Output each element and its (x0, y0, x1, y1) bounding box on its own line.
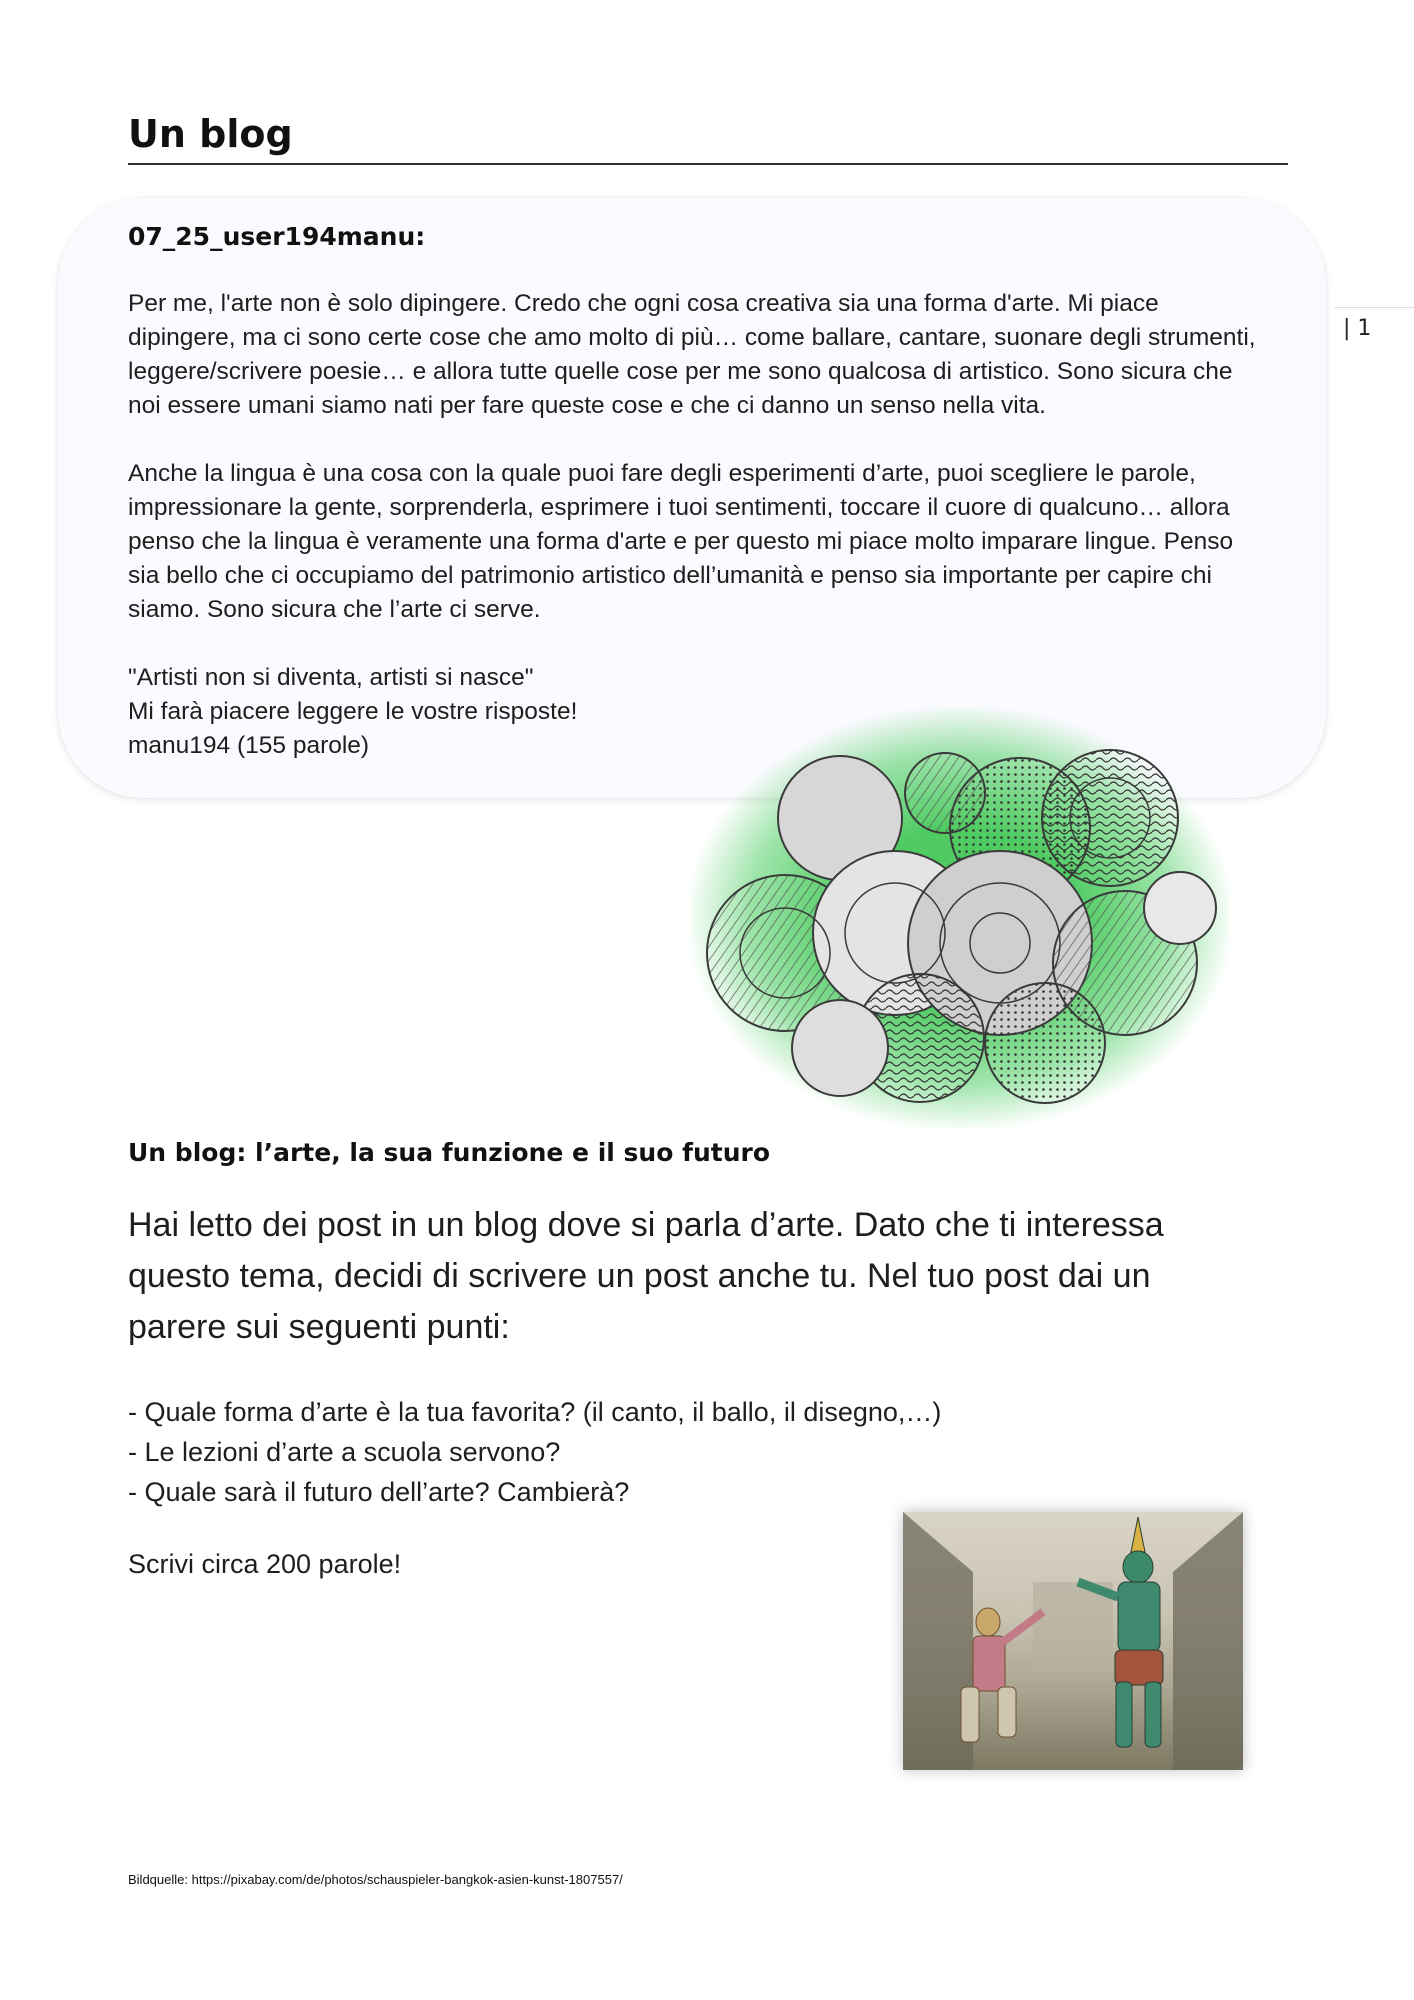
blog-paragraph: Per me, l'arte non è solo dipingere. Credo che ogni cosa creativa sia una forma d'arte. Mi piace dipingere, ma ci sono certe cose che amo molto di più… come ballare, cantare, suonare degli strumenti, leggere/scrivere poesie… e allora tutte quelle cose per me sono qualcosa di artistico. Sono sicura che noi essere umani siamo nati per fare queste cose e che ci danno un senso nella vita. (128, 290, 1256, 419)
blog-quote: "Artisti non si diventa, artisti si nasce" (128, 664, 534, 691)
task-point: - Quale forma d’arte è la tua favorita? (il canto, il ballo, il disegno,…) (128, 1397, 942, 1427)
task-points (128, 1392, 941, 1512)
doodle-art-image (690, 708, 1230, 1128)
blog-username: 07_25_user194manu: (128, 222, 426, 251)
title-divider (128, 163, 1288, 165)
task-point: - Le lezioni d’arte a scuola servono? (128, 1437, 561, 1467)
image-source-credit: Bildquelle: https://pixabay.com/de/photos/schauspieler-bangkok-asien-kunst-1807557/ (128, 1872, 623, 1887)
task-heading: Un blog: l’arte, la sua funzione e il suo futuro (128, 1138, 771, 1167)
word-count-note: Scrivi circa 200 parole! (128, 1549, 402, 1579)
page-title: Un blog (128, 112, 293, 156)
task-intro: Hai letto dei post in un blog dove si parla d’arte. Dato che ti interessa questo tema, decidi di scrivere un post anche tu. Nel tuo post dai un parere sui seguenti punti: (128, 1206, 1164, 1346)
blog-signature: manu194 (155 parole) (128, 732, 370, 759)
blog-paragraph: Anche la lingua è una cosa con la quale puoi fare degli esperimenti d’arte, puoi scegliere le parole, impressionare la gente, sorprenderla, esprimere i tuoi sentimenti, toccare il cuore di qualcuno… allora penso che la lingua è veramente una forma d'arte e per questo mi piace molto imparare lingue. Penso sia bello che ci occupiamo del patrimonio artistico dell’umanità e penso sia importante per capire chi siamo. Sono sicura che l’arte ci serve. (128, 460, 1234, 623)
thai-actors-photo (903, 1512, 1243, 1770)
blog-closing: Mi farà piacere leggere le vostre risposte! (128, 698, 578, 725)
task-point: - Quale sarà il futuro dell’arte? Cambierà? (128, 1477, 630, 1507)
page-number-rule (1334, 307, 1414, 308)
page-number: | 1 (1343, 316, 1372, 341)
